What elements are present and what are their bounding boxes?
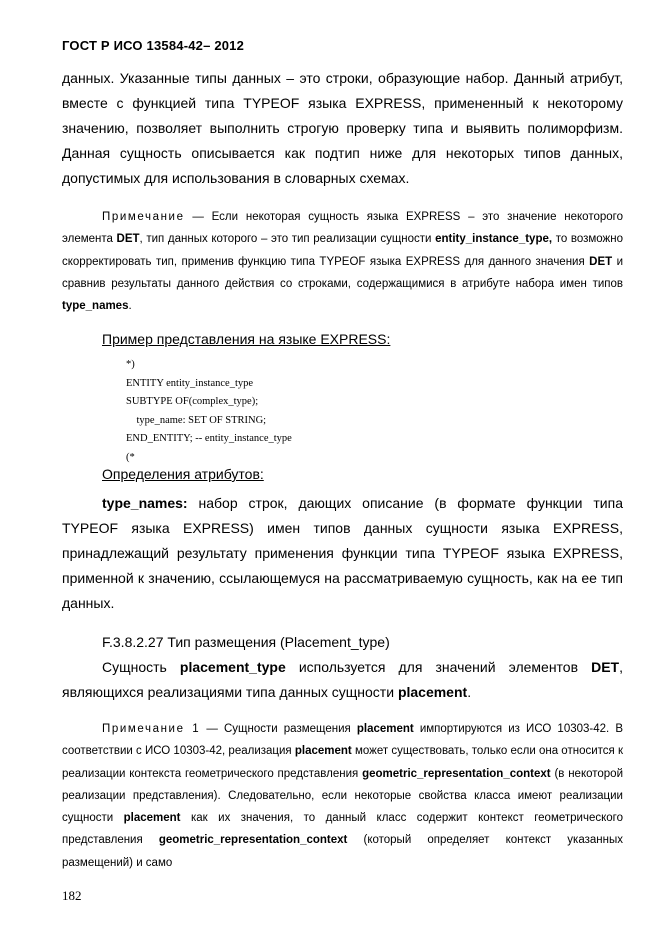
express-code-block	[126, 356, 292, 467]
attributes-heading: Определения атрибутов:	[102, 466, 264, 482]
document-header: ГОСТ Р ИСО 13584-42– 2012	[62, 38, 245, 53]
note-label: Примечание	[102, 211, 185, 223]
note-entity-instance: Примечание — Если некоторая сущность языка EXPRESS – это значение некоторого элемента DET, тип данных которого – это тип реализации сущности entity_instance_type, то возможно скорректировать тип, применив функцию типа TYPEOF языка EXPRESS для данного значения DET и сравнив результаты данного действия со строками, содержащимися в атрибуте набора имен типов type_names.	[62, 211, 623, 313]
code-line: *)	[126, 359, 135, 370]
attribute-term: type_names:	[102, 495, 188, 511]
code-line: ENTITY entity_instance_type	[126, 377, 254, 389]
code-line: type_name: SET OF STRING;	[126, 414, 267, 426]
section-title: F.3.8.2.27 Тип размещения (Placement_type)	[102, 634, 390, 650]
paragraph-placement-type: Сущность placement_type используется для значений элементов DET, являющихся реализациями типа данных сущности placement.	[62, 659, 623, 700]
code-line: SUBTYPE OF(complex_type);	[126, 396, 259, 407]
note-placement: Примечание 1 — Сущности размещения placement импортируются из ИСО 10303-42. В соответствии с ИСО 10303-42, реализация placement может существовать, только если она относится к реализации контекста геометрического представления geometric_representation_context (в некоторой реализации представления). Следовательно, если некоторые свойства класса имеют реализации сущности placement как их значения, то данный класс содержит контекст геометрического представления geometric_representation_context (который определяет контекст указанных размещений) и само	[62, 723, 623, 869]
code-line: (*	[126, 451, 135, 463]
example-heading: Пример представления на языке EXPRESS:	[102, 331, 391, 347]
note-label: Примечание 1	[102, 723, 201, 735]
page-number: 182	[62, 888, 82, 903]
code-line: END_ENTITY; -- entity_instance_type	[126, 433, 292, 444]
paragraph-continuation: данных. Указанные типы данных – это строки, образующие набор. Данный атрибут, вместе с функцией типа TYPEOF языка EXPRESS, примененный к некоторому значению, позволяет выполнить строгую проверку типа и выявить полиморфизм. Данная сущность описывается как подтип ниже для некоторых типов данных, допустимых для использования в словарных схемах.	[62, 70, 623, 186]
attribute-definition: type_names: набор строк, дающих описание (в формате функции типа TYPEOF языка EXPRESS) имен типов данных сущности языка EXPRESS, принадлежащий результату применения функции типа TYPEOF языка EXPRESS, применной к значению, ссылающемуся на рассматриваемую сущность, как на ее тип данных.	[62, 495, 623, 611]
